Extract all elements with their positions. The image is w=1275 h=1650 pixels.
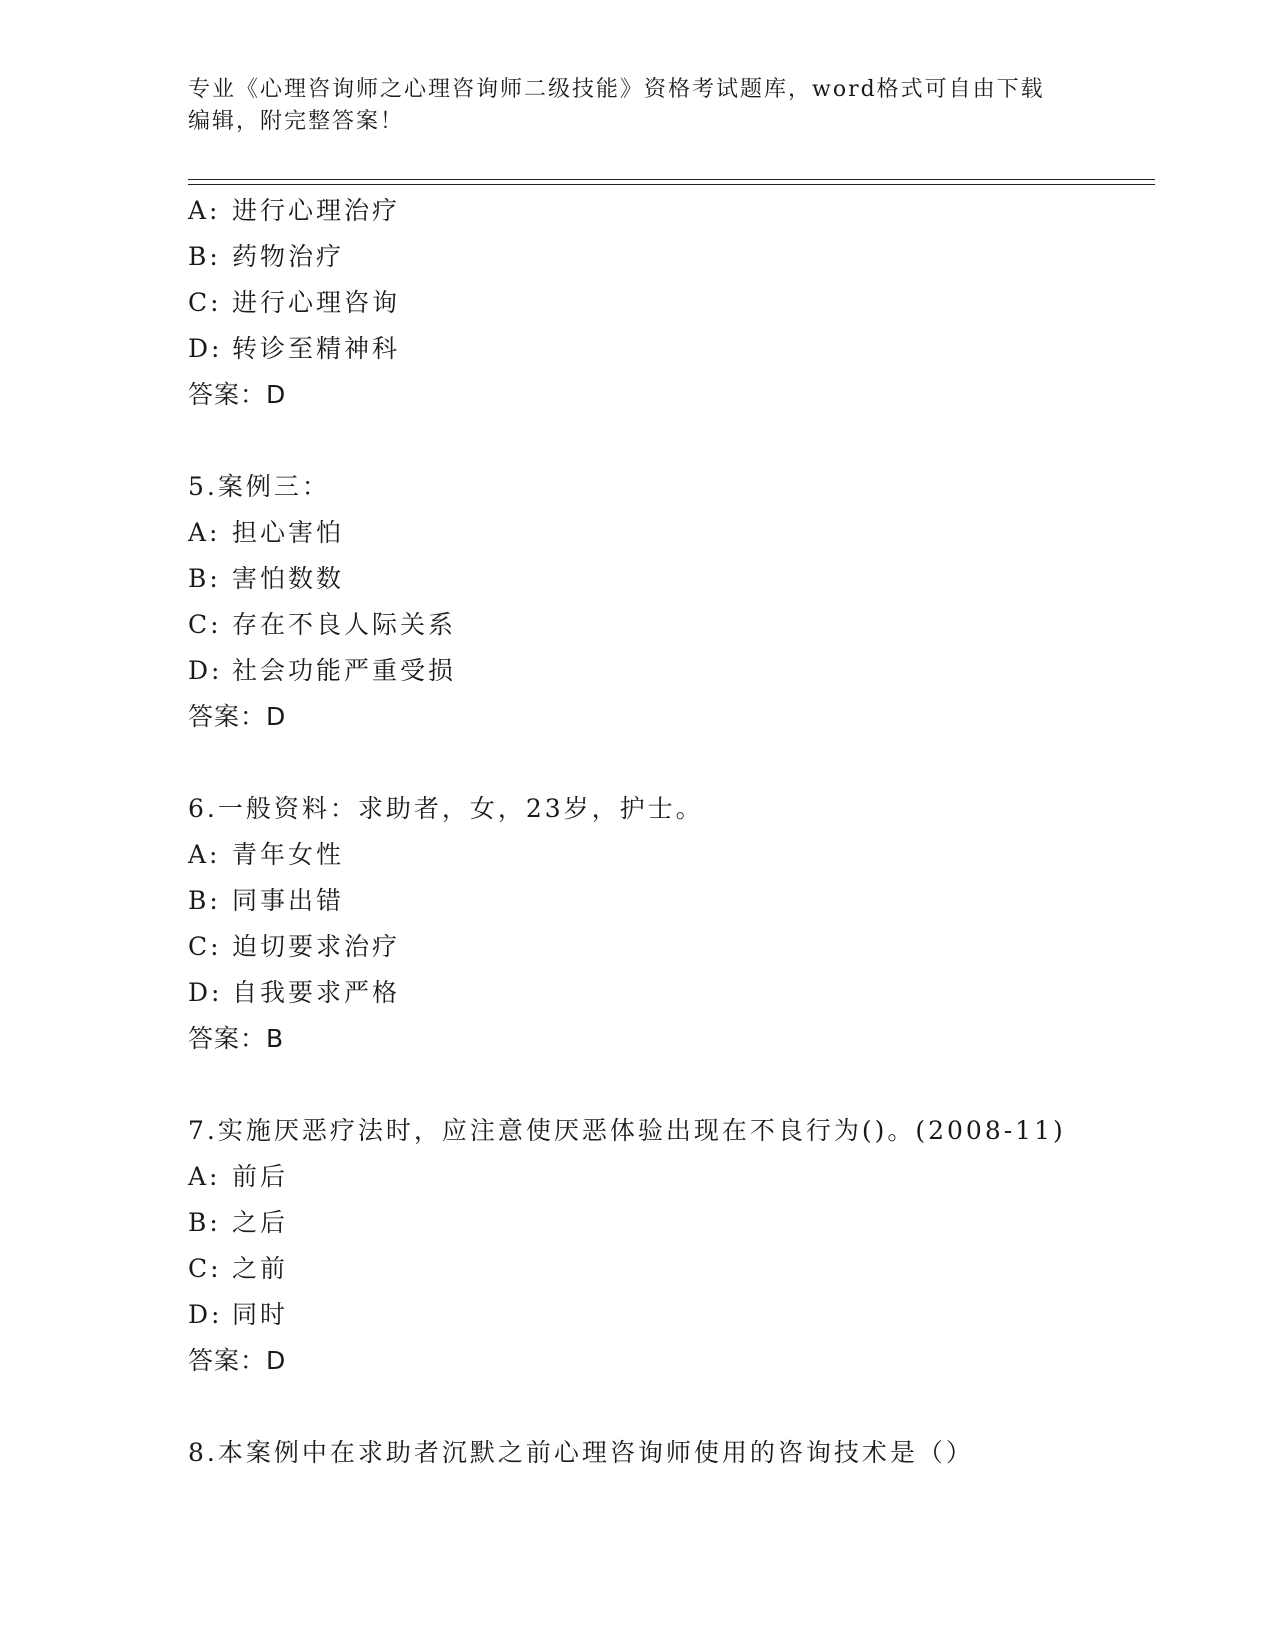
option-b — [188, 234, 1148, 280]
question-block-4 — [188, 188, 1148, 418]
option-key: A: — [188, 840, 221, 869]
option-d — [188, 326, 1148, 372]
option-key: D: — [188, 334, 223, 363]
option-text: 迫切要求治疗 — [232, 932, 401, 961]
question-stem: 5.案例三： — [188, 472, 330, 501]
option-d — [188, 970, 1148, 1016]
header-divider-bottom — [188, 184, 1155, 185]
option-text: 前后 — [232, 1162, 289, 1191]
option-text: 社会功能严重受损 — [232, 656, 457, 685]
option-a — [188, 1154, 1148, 1200]
option-a — [188, 188, 1148, 234]
option-text: 青年女性 — [232, 840, 345, 869]
header-divider-top — [188, 179, 1155, 180]
option-key: C: — [188, 932, 222, 961]
question-stem: 6.一般资料：求助者，女，23岁，护士。 — [188, 794, 704, 823]
option-text: 之后 — [232, 1208, 289, 1237]
question-stem: 7.实施厌恶疗法时，应注意使厌恶体验出现在不良行为()。(2008-11) — [188, 1116, 1066, 1145]
answer-line: 答案：D — [188, 1346, 287, 1375]
option-a — [188, 510, 1148, 556]
option-key: B: — [188, 886, 221, 915]
option-text: 之前 — [232, 1254, 289, 1283]
option-key: B: — [188, 564, 221, 593]
question-block-6 — [188, 786, 1148, 1062]
option-text: 进行心理咨询 — [232, 288, 401, 317]
option-c — [188, 602, 1148, 648]
answer-line: 答案：B — [188, 1024, 285, 1053]
option-key: C: — [188, 610, 222, 639]
option-key: A: — [188, 1162, 221, 1191]
option-b — [188, 1200, 1148, 1246]
option-key: A: — [188, 518, 221, 547]
option-text: 存在不良人际关系 — [232, 610, 457, 639]
document-header — [188, 74, 1068, 138]
option-text: 自我要求严格 — [232, 978, 401, 1007]
option-text: 害怕数数 — [232, 564, 345, 593]
option-key: D: — [188, 978, 223, 1007]
option-d — [188, 648, 1148, 694]
option-text: 药物治疗 — [232, 242, 345, 271]
option-key: D: — [188, 656, 223, 685]
option-c — [188, 924, 1148, 970]
option-key: D: — [188, 1300, 223, 1329]
option-c — [188, 280, 1148, 326]
option-text: 同时 — [232, 1300, 289, 1329]
option-c — [188, 1246, 1148, 1292]
option-text: 同事出错 — [232, 886, 345, 915]
answer-line: 答案：D — [188, 702, 287, 731]
option-key: C: — [188, 288, 222, 317]
option-d — [188, 1292, 1148, 1338]
question-stem: 8.本案例中在求助者沉默之前心理咨询师使用的咨询技术是（） — [188, 1438, 974, 1467]
answer-line: 答案：D — [188, 380, 287, 409]
header-line-1: 专业《心理咨询师之心理咨询师二级技能》资格考试题库，word格式可自由下载 — [188, 77, 1045, 102]
option-key: A: — [188, 196, 221, 225]
option-text: 进行心理治疗 — [232, 196, 401, 225]
header-line-2: 编辑，附完整答案！ — [188, 109, 405, 134]
option-b — [188, 556, 1148, 602]
option-key: C: — [188, 1254, 222, 1283]
option-b — [188, 878, 1148, 924]
question-list — [188, 188, 1148, 1476]
option-key: B: — [188, 1208, 221, 1237]
question-block-5 — [188, 464, 1148, 740]
question-block-7 — [188, 1108, 1148, 1384]
option-key: B: — [188, 242, 221, 271]
option-text: 担心害怕 — [232, 518, 345, 547]
option-text: 转诊至精神科 — [232, 334, 401, 363]
question-block-8 — [188, 1430, 1148, 1476]
option-a — [188, 832, 1148, 878]
